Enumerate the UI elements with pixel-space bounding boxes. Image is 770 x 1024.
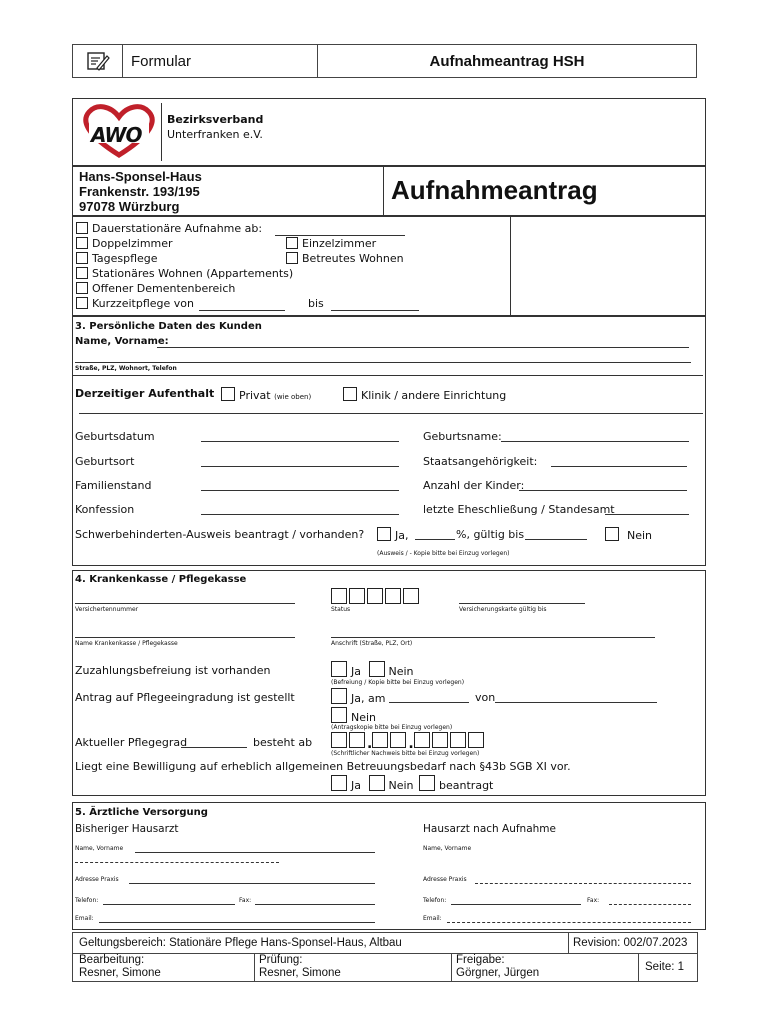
bisher-name-label: Name, Vorname — [75, 845, 124, 852]
kasse-label: Name Krankenkasse / Pflegekasse — [75, 640, 178, 647]
section4-heading: 4. Krankenkasse / Pflegekasse — [75, 574, 247, 585]
pflegegrad-label: Aktueller Pflegegrad — [75, 736, 188, 749]
nach-adresse-field[interactable] — [475, 883, 691, 884]
name-field[interactable] — [157, 347, 689, 348]
antrag-ja-checkbox[interactable] — [331, 688, 347, 704]
bewilligung-nein-checkbox[interactable] — [369, 775, 385, 791]
status-box[interactable] — [331, 588, 347, 604]
kurzzeit-bis-label: bis — [308, 297, 324, 310]
privat-label: Privat — [239, 389, 271, 402]
kurzzeit-to-field[interactable] — [331, 310, 419, 311]
besteht-date-boxes[interactable]: . . — [331, 732, 486, 752]
nach-email-field[interactable] — [447, 922, 691, 923]
bisher-email-label: Email: — [75, 915, 94, 922]
footer-geltung: Geltungsbereich: Stationäre Pflege Hans-Sponsel-Haus, Altbau — [79, 937, 402, 949]
bisher-adresse-field[interactable] — [129, 883, 375, 884]
zuzahlung-label: Zuzahlungsbefreiung ist vorhanden — [75, 664, 271, 677]
antrag-nein-checkbox[interactable] — [331, 707, 347, 723]
bisher-fax-field[interactable] — [255, 904, 375, 905]
status-boxes[interactable] — [331, 588, 421, 608]
bisher-name-field-2[interactable] — [75, 862, 279, 863]
section-medical — [72, 802, 706, 930]
kinder-label: Anzahl der Kinder: — [423, 479, 525, 492]
status-box[interactable] — [349, 588, 365, 604]
kurzzeit-from-field[interactable] — [199, 310, 285, 311]
address-title-box — [72, 166, 706, 216]
bisher-telefon-label: Telefon: — [75, 897, 99, 904]
status-box[interactable] — [403, 588, 419, 604]
befreiung-note: (Befreiung / Kopie bitte bei Einzug vorlegen) — [331, 679, 465, 686]
zuzahlung-ja-checkbox[interactable] — [331, 661, 347, 677]
org-line2: Unterfranken e.V. — [167, 128, 263, 141]
einzel-label: Einzelzimmer — [302, 237, 377, 250]
stationaer-checkbox[interactable] — [76, 267, 88, 279]
schwer-nein-checkbox[interactable] — [605, 527, 619, 541]
kinder-field[interactable] — [519, 490, 687, 491]
kurzzeit-checkbox[interactable] — [76, 297, 88, 309]
antrag-date-field[interactable] — [389, 702, 469, 703]
footer-bearbeitung-label: Bearbeitung: — [79, 954, 145, 966]
geburtsname-label: Geburtsname: — [423, 430, 502, 443]
header-form-label: Formular — [131, 52, 192, 70]
footer-freigabe: Görgner, Jürgen — [456, 967, 540, 979]
schwer-gueltig-field[interactable] — [525, 539, 587, 540]
section-stay-type — [72, 216, 706, 316]
demenz-checkbox[interactable] — [76, 282, 88, 294]
karte-field[interactable] — [459, 603, 585, 604]
bisher-email-field[interactable] — [99, 922, 375, 923]
bewilligung-beantragt-label: beantragt — [439, 779, 494, 792]
street-label: Straße, PLZ, Wohnort, Telefon — [75, 365, 177, 372]
anschrift-label: Anschrift (Straße, PLZ, Ort) — [331, 640, 413, 647]
staat-label: Staatsangehörigkeit: — [423, 455, 538, 468]
antrag-note: (Antragskopie bitte bei Einzug vorlegen) — [331, 724, 453, 731]
pflegegrad-field[interactable] — [181, 747, 247, 748]
schwer-label: Schwerbehinderten-Ausweis beantragt / vorhanden? — [75, 528, 365, 541]
antrag-label: Antrag auf Pflegeeingradung ist gestellt — [75, 691, 295, 704]
geburtsort-label: Geburtsort — [75, 455, 135, 468]
zuzahlung-ja-label: Ja — [351, 665, 361, 678]
geburtsdatum-label: Geburtsdatum — [75, 430, 155, 443]
bewilligung-beantragt-checkbox[interactable] — [419, 775, 435, 791]
konfession-field[interactable] — [201, 514, 399, 515]
bisher-telefon-field[interactable] — [103, 904, 235, 905]
schwer-percent-field[interactable] — [415, 539, 455, 540]
nach-email-label: Email: — [423, 915, 442, 922]
section5-heading: 5. Ärztliche Versorgung — [75, 807, 208, 818]
status-box[interactable] — [367, 588, 383, 604]
privat-note: (wie oben) — [274, 393, 312, 401]
name-label: Name, Vorname: — [75, 336, 169, 347]
bisher-label: Bisheriger Hausarzt — [75, 823, 179, 835]
bewilligung-ja-checkbox[interactable] — [331, 775, 347, 791]
dauer-label: Dauerstationäre Aufnahme ab: — [92, 222, 263, 235]
klinik-checkbox[interactable] — [343, 387, 357, 401]
dauer-checkbox[interactable] — [76, 222, 88, 234]
privat-checkbox[interactable] — [221, 387, 235, 401]
bewilligung-nein-label: Nein — [388, 779, 414, 792]
zuzahlung-nein-label: Nein — [388, 665, 414, 678]
antrag-ja-label: Ja, am — [351, 692, 386, 705]
footer-revision: Revision: 002/07.2023 — [573, 937, 688, 949]
schwer-gueltig-label: %, gültig bis — [456, 528, 525, 541]
schwer-nein-label: Nein — [627, 529, 653, 542]
aufenthalt-label: Derzeitiger Aufenthalt — [75, 387, 215, 400]
doppel-label: Doppelzimmer — [92, 237, 173, 250]
bisher-adresse-label: Adresse Praxis — [75, 876, 119, 883]
header-title: Aufnahmeantrag HSH — [429, 52, 585, 70]
tages-checkbox[interactable] — [76, 252, 88, 264]
zuzahlung-nein-checkbox[interactable] — [369, 661, 385, 677]
versnr-label: Versichertennummer — [75, 606, 139, 613]
betreut-checkbox[interactable] — [286, 252, 298, 264]
antrag-von-label: von — [475, 691, 496, 704]
status-label: Status — [331, 606, 351, 613]
schwer-ja-label: Ja, — [395, 529, 409, 542]
footer-freigabe-label: Freigabe: — [456, 954, 505, 966]
ehe-label: letzte Eheschließung / Standesamt — [423, 503, 615, 516]
ausweis-note: (Ausweis / - Kopie bitte bei Einzug vorlegen) — [377, 550, 510, 557]
document-header — [72, 44, 697, 78]
tages-label: Tagespflege — [92, 252, 158, 265]
versnr-field[interactable] — [75, 603, 295, 604]
footer-bearbeitung: Resner, Simone — [79, 967, 161, 979]
section-insurance — [72, 570, 706, 796]
form-edit-icon — [73, 45, 123, 77]
page-title: Aufnahmeantrag — [391, 175, 598, 205]
karte-label: Versicherungskarte gültig bis — [459, 606, 547, 613]
dauer-date-field[interactable] — [275, 235, 405, 236]
nach-fax-label: Fax: — [587, 897, 600, 904]
nach-adresse-label: Adresse Praxis — [423, 876, 467, 883]
org-line1: Bezirksverband — [167, 113, 264, 126]
logo-box — [72, 98, 706, 166]
kurzzeit-label: Kurzzeitpflege von — [92, 297, 194, 310]
bisher-name-field[interactable] — [135, 852, 375, 853]
kasse-field[interactable] — [75, 637, 295, 638]
status-box[interactable] — [385, 588, 401, 604]
address-name: Hans-Sponsel-Haus — [79, 169, 202, 184]
nach-telefon-label: Telefon: — [423, 897, 447, 904]
geburtsdatum-field[interactable] — [201, 441, 399, 442]
familienstand-field[interactable] — [201, 490, 399, 491]
awo-logo — [79, 103, 159, 165]
nach-label: Hausarzt nach Aufnahme — [423, 823, 556, 835]
nach-fax-field[interactable] — [609, 904, 691, 905]
section3-heading: 3. Persönliche Daten des Kunden — [75, 321, 262, 332]
besteht-label: besteht ab — [253, 736, 313, 749]
klinik-label: Klinik / andere Einrichtung — [361, 389, 507, 402]
document-footer — [72, 932, 698, 982]
bewilligung-ja-label: Ja — [351, 779, 361, 792]
footer-pruefung-label: Prüfung: — [259, 954, 303, 966]
ehe-field[interactable] — [605, 514, 689, 515]
doppel-checkbox[interactable] — [76, 237, 88, 249]
einzel-checkbox[interactable] — [286, 237, 298, 249]
anschrift-field[interactable] — [331, 637, 655, 638]
geburtsort-field[interactable] — [201, 466, 399, 467]
staat-field[interactable] — [551, 466, 687, 467]
familienstand-label: Familienstand — [75, 479, 152, 492]
footer-seite: Seite: 1 — [645, 961, 684, 973]
nach-name-label: Name, Vorname — [423, 845, 472, 852]
bewilligung-label: Liegt eine Bewilligung auf erheblich allgemeinen Betreuungsbedarf nach §43b SGB XI vor. — [75, 760, 571, 773]
nach-telefon-field[interactable] — [451, 904, 581, 905]
betreut-label: Betreutes Wohnen — [302, 252, 404, 265]
geburtsname-field[interactable] — [501, 441, 689, 442]
address-street: Frankenstr. 193/195 — [79, 184, 200, 199]
bisher-fax-label: Fax: — [239, 897, 252, 904]
antrag-von-field[interactable] — [495, 702, 657, 703]
address-city: 97078 Würzburg — [79, 199, 180, 214]
nachweis-note: (Schriftlicher Nachweis bitte bei Einzug vorlegen) — [331, 750, 480, 757]
konfession-label: Konfession — [75, 503, 135, 516]
schwer-ja-checkbox[interactable] — [377, 527, 391, 541]
footer-pruefung: Resner, Simone — [259, 967, 341, 979]
stationaer-label: Stationäres Wohnen (Appartements) — [92, 267, 294, 280]
section-personal-data — [72, 316, 706, 566]
antrag-nein-label: Nein — [351, 711, 377, 724]
demenz-label: Offener Dementenbereich — [92, 282, 236, 295]
street-field[interactable] — [75, 362, 691, 363]
logo-text: AWO — [91, 123, 142, 147]
